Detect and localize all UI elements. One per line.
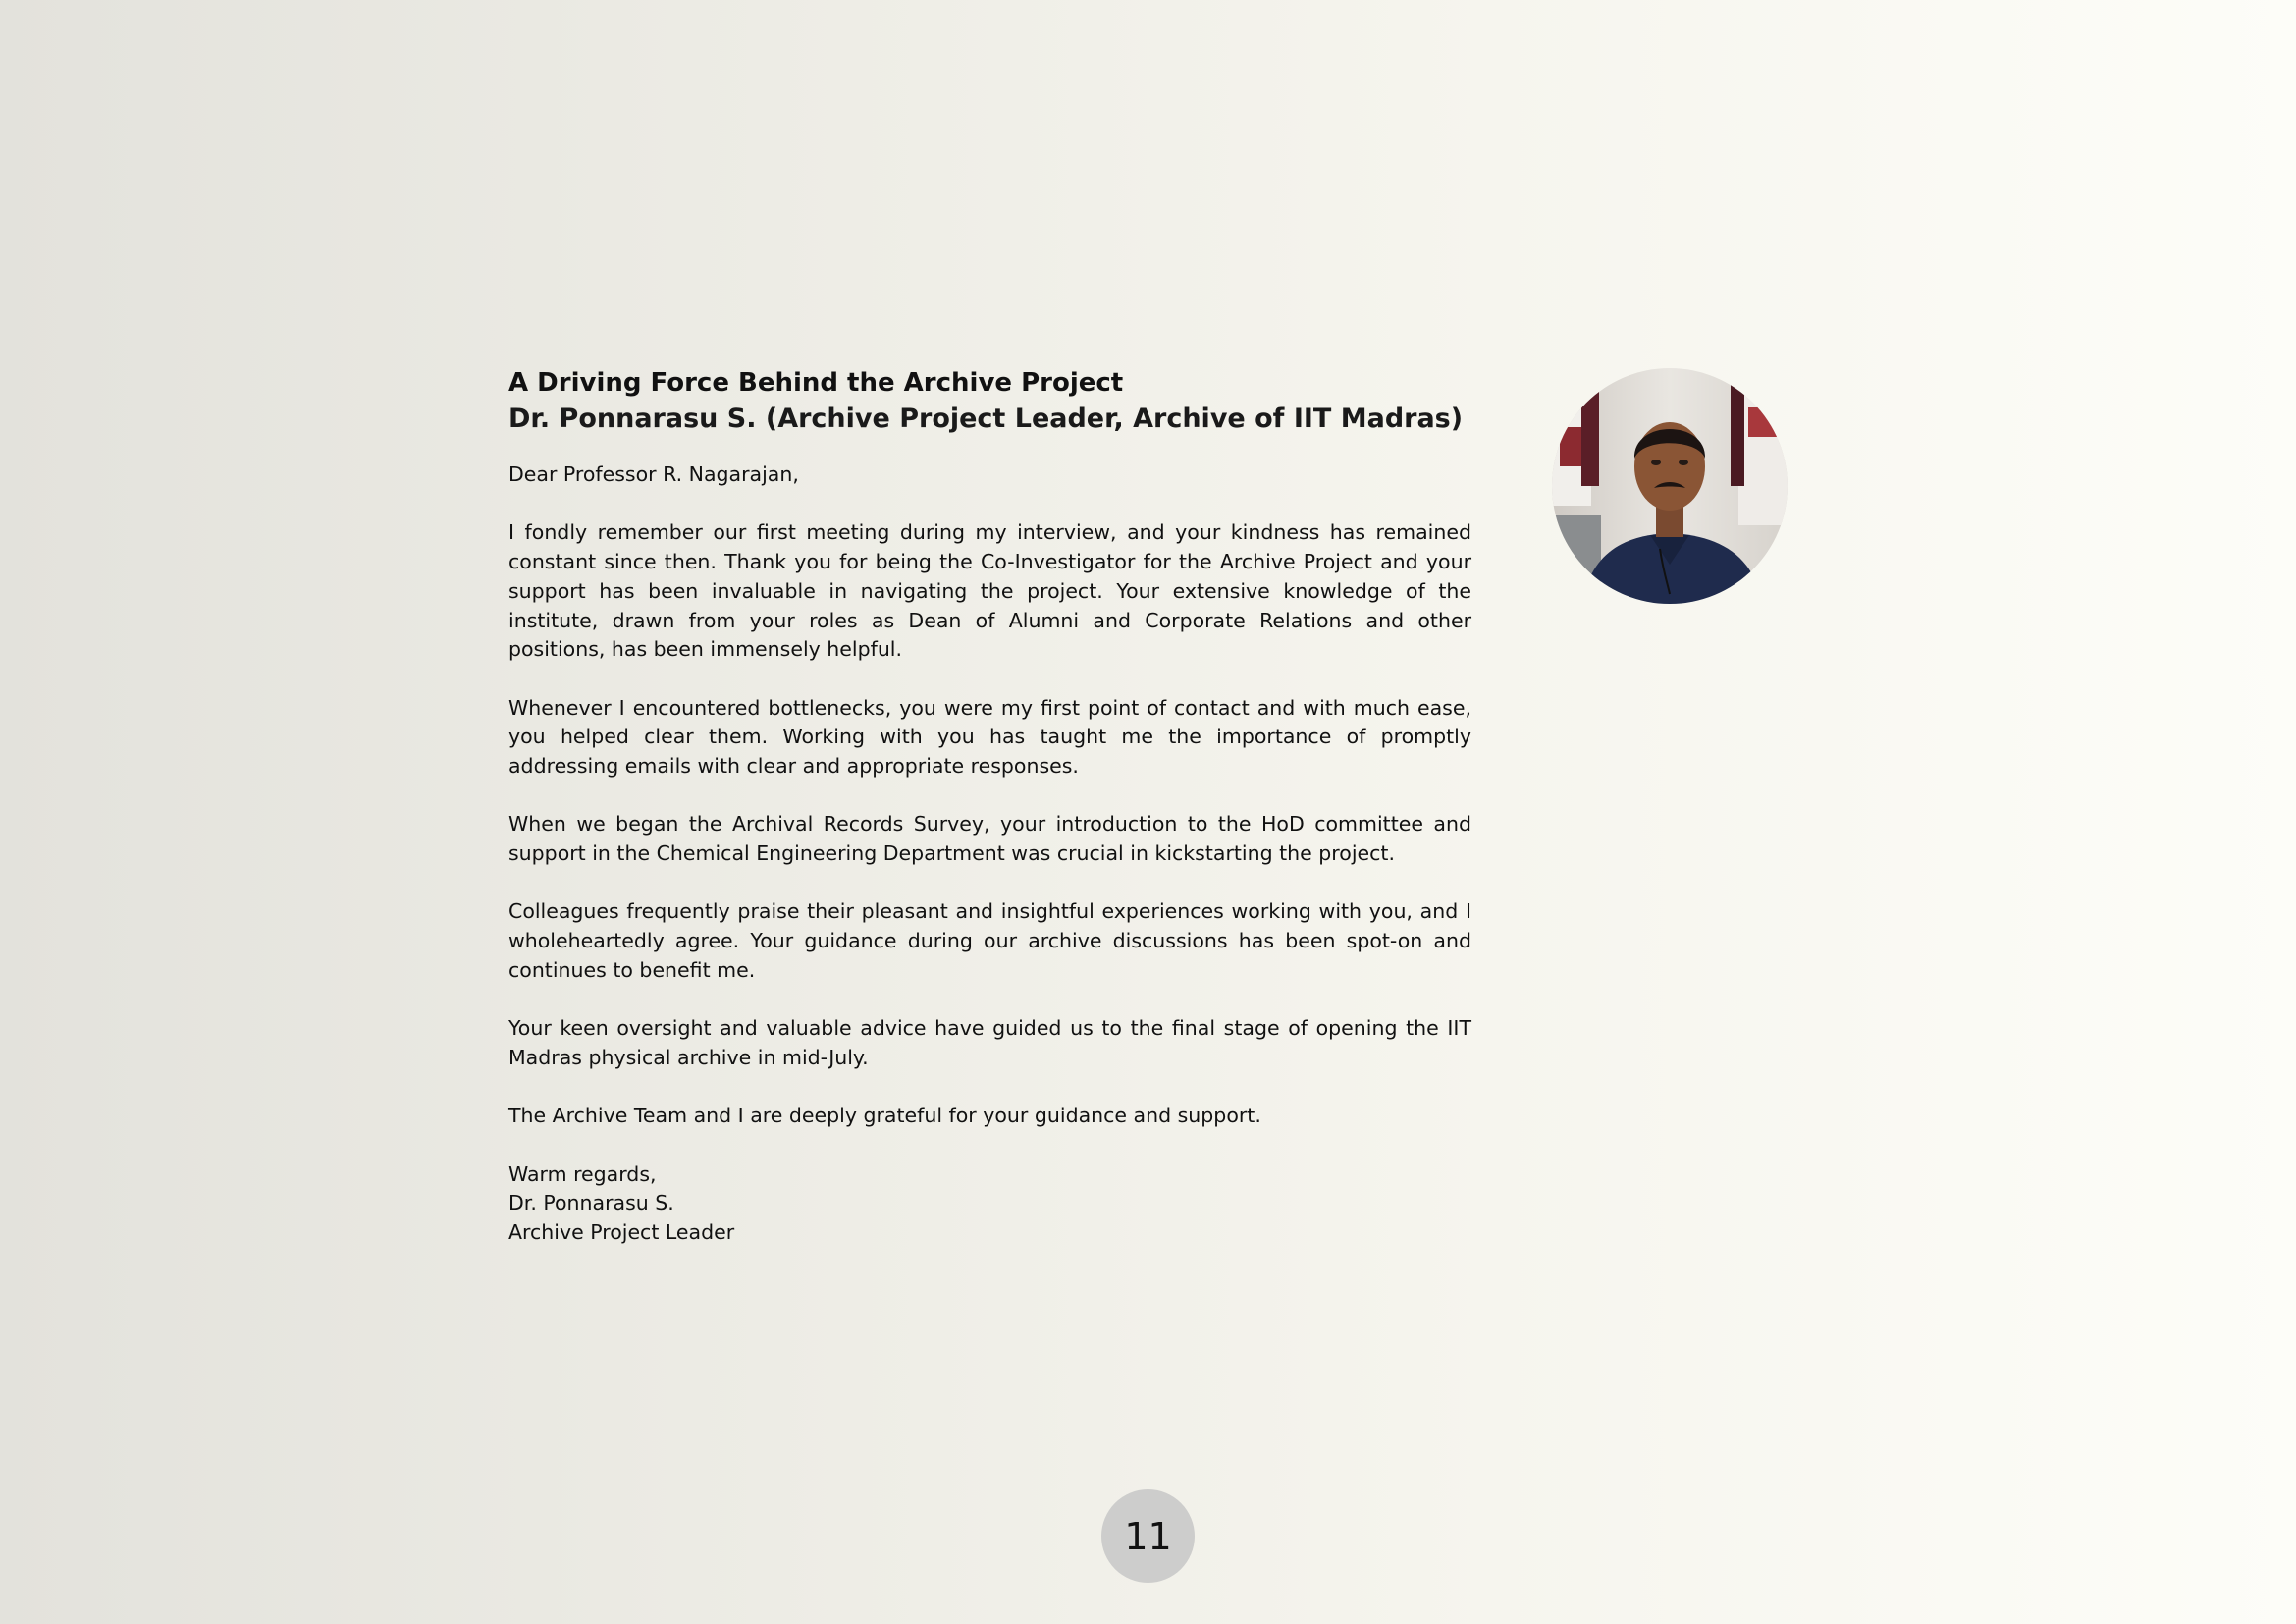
letter-content [508, 365, 1471, 1248]
signature-name: Dr. Ponnarasu S. [508, 1191, 674, 1216]
letter-paragraph: Colleagues frequently praise their pleasant and insightful experiences working with you, and I wholeheartedly agree. Your guidance during our archive discussions has been spot-on and continues to benefit me. [508, 899, 1471, 982]
letter-paragraph: When we began the Archival Records Survey, your introduction to the HoD committee and support in the Chemical Engineering Department was crucial in kickstarting the project. [508, 812, 1471, 866]
letter-paragraph: Whenever I encountered bottlenecks, you were my first point of contact and with much ease, you helped clear them. Working with you has taught me the importance of promptly addressing emails with clear and appropriate responses. [508, 695, 1471, 778]
letter-paragraph: The Archive Team and I are deeply grateful for your guidance and support. [508, 1104, 1261, 1128]
signature-role: Archive Project Leader [508, 1220, 735, 1245]
author-portrait-photo [1552, 368, 1788, 604]
letter-salutation: Dear Professor R. Nagarajan, [508, 462, 799, 486]
letter-signoff [508, 1161, 1471, 1248]
portrait-illustration [1552, 368, 1788, 604]
letter-paragraph: I fondly remember our first meeting during my interview, and your kindness has remained constant since then. Thank you for being the Co-Investigator for the Archive Project and your support has been invaluable in navigating the project. Your extensive knowledge of the institute, drawn from your roles as Dean of Alumni and Corporate Relations and other positions, has been immensely helpful. [508, 520, 1471, 662]
article-subtitle: Dr. Ponnarasu S. (Archive Project Leader, Archive of IIT Madras) [508, 404, 1464, 434]
article-title: A Driving Force Behind the Archive Project [508, 368, 1124, 398]
letter-paragraph: Your keen oversight and valuable advice have guided us to the final stage of opening the IIT Madras physical archive in mid-July. [508, 1016, 1471, 1069]
closing-text: Warm regards, [508, 1162, 657, 1186]
page-number-badge: 11 [1101, 1489, 1195, 1583]
